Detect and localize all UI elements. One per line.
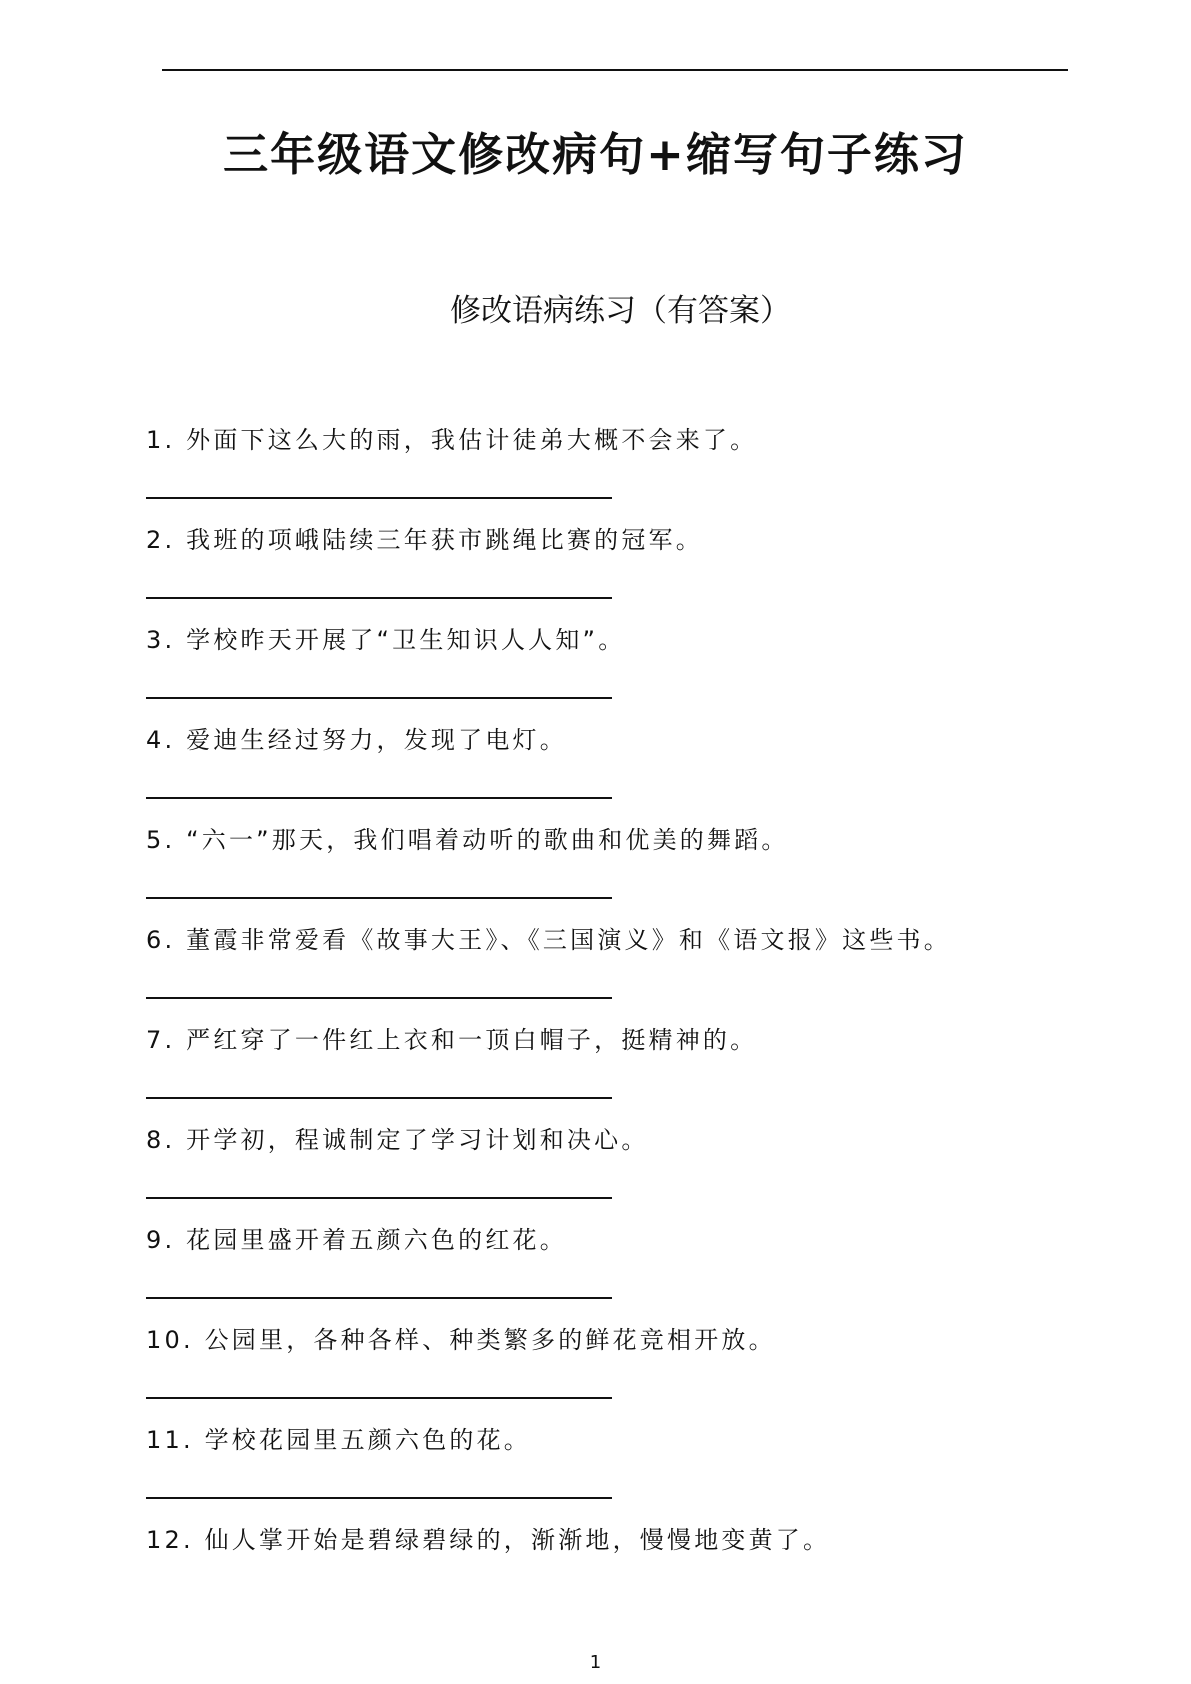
answer-line[interactable] — [146, 597, 612, 599]
exercise-item — [146, 1125, 1146, 1225]
answer-line[interactable] — [146, 1397, 612, 1399]
section-subtitle: 修改语病练习（有答案） — [450, 293, 791, 329]
exercise-text: 10. 公园里，各种各样、种类繁多的鲜花竞相开放。 — [146, 1326, 776, 1354]
exercise-item — [146, 725, 1146, 825]
exercise-item — [146, 625, 1146, 725]
exercise-item — [146, 425, 1146, 525]
exercise-item — [146, 525, 1146, 625]
answer-line[interactable] — [146, 797, 612, 799]
exercise-text: 5. “六一”那天，我们唱着动听的歌曲和优美的舞蹈。 — [146, 826, 789, 854]
answer-line[interactable] — [146, 697, 612, 699]
exercise-text: 1. 外面下这么大的雨，我估计徒弟大概不会来了。 — [146, 426, 758, 454]
page-number: 1 — [589, 1652, 602, 1673]
exercise-text: 11. 学校花园里五颜六色的花。 — [146, 1426, 531, 1454]
answer-line[interactable] — [146, 497, 612, 499]
exercise-item — [146, 1525, 1146, 1625]
exercise-item — [146, 1225, 1146, 1325]
header-rule — [162, 69, 1068, 71]
exercise-item — [146, 1325, 1146, 1425]
exercise-text: 8. 开学初，程诚制定了学习计划和决心。 — [146, 1126, 649, 1154]
page-title: 三年级语文修改病句+缩写句子练习 — [223, 128, 968, 181]
exercise-item — [146, 925, 1146, 1025]
exercise-text: 7. 严红穿了一件红上衣和一顶白帽子，挺精神的。 — [146, 1026, 758, 1054]
exercise-item — [146, 1425, 1146, 1525]
exercise-text: 12. 仙人掌开始是碧绿碧绿的，渐渐地，慢慢地变黄了。 — [146, 1526, 831, 1554]
exercise-text: 6. 董霞非常爱看《故事大王》、《三国演义》和《语文报》这些书。 — [146, 926, 951, 954]
exercise-item — [146, 825, 1146, 925]
exercise-text: 2. 我班的项峨陆续三年获市跳绳比赛的冠军。 — [146, 526, 703, 554]
exercise-text: 9. 花园里盛开着五颜六色的红花。 — [146, 1226, 567, 1254]
exercise-list — [146, 425, 1146, 1625]
answer-line[interactable] — [146, 897, 612, 899]
exercise-text: 3. 学校昨天开展了“卫生知识人人知”。 — [146, 626, 626, 654]
answer-line[interactable] — [146, 1197, 612, 1199]
answer-line[interactable] — [146, 997, 612, 999]
exercise-item — [146, 1025, 1146, 1125]
answer-line[interactable] — [146, 1497, 612, 1499]
answer-line[interactable] — [146, 1297, 612, 1299]
exercise-text: 4. 爱迪生经过努力，发现了电灯。 — [146, 726, 567, 754]
answer-line[interactable] — [146, 1097, 612, 1099]
